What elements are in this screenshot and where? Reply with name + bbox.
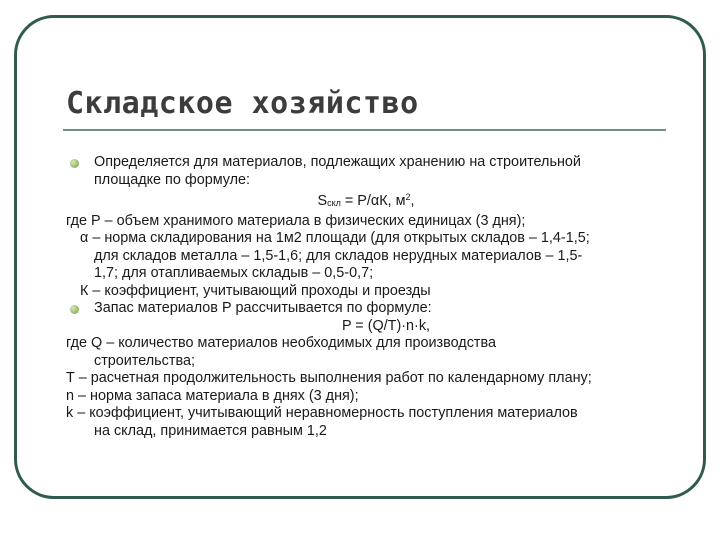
slide-title: Складское хозяйство [66, 86, 419, 121]
bullet-icon [70, 159, 79, 168]
body-line-13: Т – расчетная продолжительность выполнения работ по календарному плану; [66, 370, 592, 386]
body-line-8: К – коэффициент, учитывающий проходы и проезды [80, 282, 431, 299]
body-line-2: площадке по формуле: [94, 171, 251, 188]
formula-stock: P = (Q/T)·n·k, [341, 317, 431, 334]
body-line-1: Определяется для материалов, подлежащих хранению на строительной [66, 154, 666, 172]
formula-area: $S_{скл} = Р/\alpha К$, $м^2$, [317, 192, 415, 209]
bullet-icon [70, 305, 79, 314]
slide-body [66, 154, 666, 440]
body-line-9: Запас материалов Р рассчитывается по формуле: [66, 300, 666, 318]
body-line-7: 1,7; для отапливаемых складыв – 0,5-0,7; [94, 265, 374, 281]
body-line-15: k – коэффициент, учитывающий неравномерность поступления материалов [66, 405, 578, 421]
body-line-4: где Р – объем хранимого материала в физических единицах (3 дня); [66, 212, 526, 229]
body-line-16: на склад, принимается равным 1,2 [94, 422, 327, 439]
body-line-6: для складов металла – 1,5-1,6; для складов нерудных материалов – 1,5- [94, 247, 583, 264]
body-line-5: α – норма складирования на 1м2 площади (для открытых складов – 1,4-1,5; [80, 230, 590, 246]
title-divider [63, 129, 666, 131]
body-line-12: строительства; [94, 352, 195, 369]
body-line-14: n – норма запаса материала в днях (3 дня); [66, 387, 359, 404]
body-line-11: где Q – количество материалов необходимых для производства [66, 335, 496, 351]
